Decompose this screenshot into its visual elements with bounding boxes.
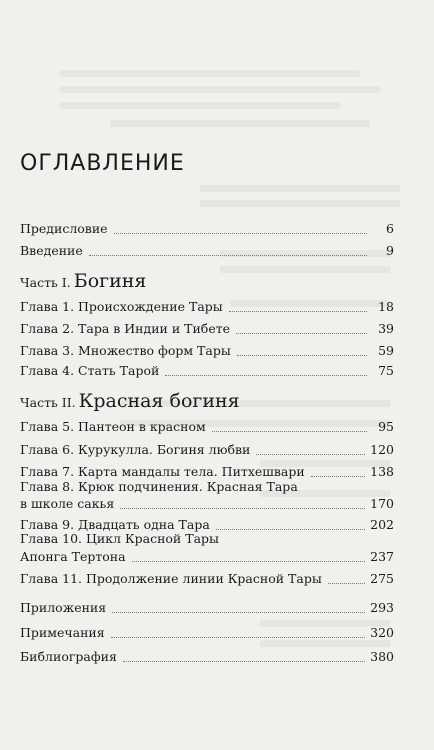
entry-label: Глава 1. Происхождение Тары [20,299,223,314]
entry-label: Глава 4. Стать Тарой [20,363,160,378]
page-number: 120 [370,442,394,457]
entry-label: Глава 11. Продолжение линии Красной Тары [20,571,322,586]
page-number: 380 [370,649,394,664]
dot-leader [236,333,367,334]
toc-entry-bibliography[interactable] [20,648,394,666]
entry-label-line-2: Апонга Тертона [20,549,126,564]
page-number: 275 [370,571,394,586]
dot-leader [89,255,367,256]
toc-entry-intro[interactable] [20,242,394,260]
page-number: 6 [386,221,394,236]
page-number: 75 [378,363,394,378]
entry-label-line-1: Глава 10. Цикл Красной Тары [20,531,219,546]
page-number: 138 [370,464,394,479]
part-label: Часть I. [20,275,71,290]
entry-label: Приложения [20,600,107,615]
entry-label: Библиография [20,649,117,664]
part-heading-2[interactable] [20,390,240,412]
entry-label-line-2: в школе сакья [20,496,115,511]
page-number: 170 [370,496,394,511]
entry-label: Глава 2. Тара в Индии и Тибете [20,321,231,336]
entry-label: Предисловие [20,221,108,236]
page-number: 320 [370,625,394,640]
dot-leader [237,355,367,356]
toc-entry-chapter-1[interactable] [20,298,394,316]
dot-leader [311,476,365,477]
toc-entry-appendix[interactable] [20,599,394,617]
dot-leader [328,583,365,584]
dot-leader [123,661,365,662]
page-number: 237 [370,549,394,564]
dot-leader [120,508,365,509]
entry-label: Глава 3. Множество форм Тары [20,343,231,358]
page-number: 18 [378,299,394,314]
toc-entry-notes[interactable] [20,624,394,642]
page-number: 9 [386,243,394,258]
dot-leader [114,233,367,234]
part-title: Богиня [73,270,147,292]
entry-label-line-1: Глава 8. Крюк подчинения. Красная Тара [20,479,298,494]
toc-entry-chapter-8[interactable] [20,479,394,519]
dot-leader [132,561,366,562]
dot-leader [256,454,365,455]
part-label: Часть II. [20,395,76,410]
dot-leader [165,375,367,376]
dot-leader [111,637,366,638]
page-number: 59 [378,343,394,358]
toc-entry-chapter-2[interactable] [20,320,394,338]
toc-entry-chapter-5[interactable] [20,418,394,436]
page-title: ОГЛАВЛЕНИЕ [20,151,185,176]
dot-leader [216,529,365,530]
part-title: Красная богиня [78,390,240,412]
page-number: 95 [378,419,394,434]
dot-leader [112,612,365,613]
entry-label: Глава 6. Курукулла. Богиня любви [20,442,251,457]
entry-label: Глава 9. Двадцать одна Тара [20,517,210,532]
entry-label: Глава 5. Пантеон в красном [20,419,206,434]
toc-entry-chapter-11[interactable] [20,570,394,588]
toc-entry-chapter-6[interactable] [20,441,394,459]
page-number: 293 [370,600,394,615]
toc-entry-chapter-4[interactable] [20,362,394,380]
entry-label: Введение [20,243,83,258]
part-heading-1[interactable] [20,270,146,292]
entry-label: Глава 7. Карта мандалы тела. Питхешвари [20,464,305,479]
dot-leader [212,431,367,432]
page-number: 202 [370,517,394,532]
page-number: 39 [378,321,394,336]
entry-label: Примечания [20,625,105,640]
toc-entry-chapter-3[interactable] [20,342,394,360]
dot-leader [229,311,367,312]
toc-entry-chapter-10[interactable] [20,531,394,571]
toc-entry-preface[interactable] [20,220,394,238]
